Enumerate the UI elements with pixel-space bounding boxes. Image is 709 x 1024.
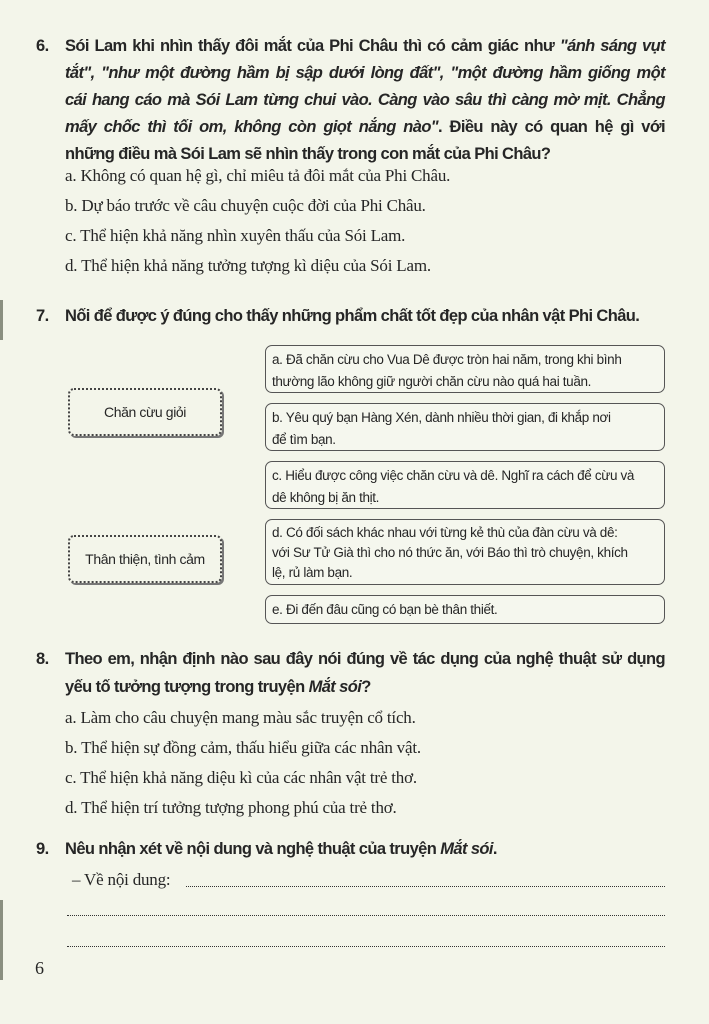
option-c[interactable]: c. Thể hiện khả năng nhìn xuyên thấu của Sói Lam. bbox=[65, 226, 406, 245]
box-line: để tìm bạn. bbox=[272, 432, 336, 447]
question-line bbox=[65, 37, 665, 56]
content-label: – Về nội dung: bbox=[72, 870, 171, 889]
page-edge bbox=[0, 900, 3, 980]
option-d[interactable]: d. Thể hiện trí tưởng tượng phong phú của trẻ thơ. bbox=[65, 798, 397, 817]
question-line bbox=[65, 91, 665, 110]
option-b[interactable]: b. Dự báo trước về câu chuyện cuộc đời của Phi Châu. bbox=[65, 196, 426, 215]
story-title: Mắt sói bbox=[440, 840, 493, 858]
match-right-box-d[interactable] bbox=[265, 519, 665, 585]
match-right-box-b[interactable] bbox=[265, 403, 665, 451]
question-line: Theo em, nhận định nào sau đây nói đúng về tác dụng của nghệ thuật sử dụng bbox=[65, 650, 665, 668]
text: những điều mà Sói Lam sẽ nhìn thấy trong con mắt của Phi Châu? bbox=[65, 145, 551, 163]
question-number: 6. bbox=[36, 37, 49, 55]
question-line bbox=[65, 64, 665, 83]
box-line: b. Yêu quý bạn Hàng Xén, dành nhiều thời gian, đi khắp nơi bbox=[272, 410, 611, 425]
box-line: e. Đi đến đâu cũng có bạn bè thân thiết. bbox=[272, 602, 498, 617]
match-left-label: Chăn cừu giỏi bbox=[104, 404, 186, 420]
question-line bbox=[65, 118, 665, 137]
box-line: c. Hiểu được công việc chăn cừu và dê. Nghĩ ra cách để cừu và bbox=[272, 468, 635, 483]
quoted-text: "ánh sáng vụt bbox=[559, 37, 665, 55]
question-number: 7. bbox=[36, 307, 49, 325]
match-left-box[interactable] bbox=[68, 388, 222, 436]
option-a[interactable]: a. Không có quan hệ gì, chỉ miêu tả đôi mắt của Phi Châu. bbox=[65, 166, 451, 185]
box-line: dê không bị ăn thịt. bbox=[272, 490, 380, 505]
box-line: d. Có đối sách khác nhau với từng kẻ thù của đàn cừu và dê: bbox=[272, 525, 618, 540]
match-right-box-a[interactable] bbox=[265, 345, 665, 393]
question-line bbox=[65, 840, 665, 859]
answer-line[interactable] bbox=[186, 886, 665, 887]
text: ? bbox=[361, 678, 371, 696]
question-number: 8. bbox=[36, 650, 49, 668]
answer-line[interactable] bbox=[67, 915, 665, 916]
question-line bbox=[65, 678, 665, 697]
text: . Điều này có quan hệ gì với bbox=[438, 118, 665, 136]
option-a[interactable]: a. Làm cho câu chuyện mang màu sắc truyện cổ tích. bbox=[65, 708, 416, 727]
quoted-text: cái hang cáo mà Sói Lam từng chui vào. Càng vào sâu thì càng mờ mịt. Chẳng bbox=[65, 91, 665, 109]
quoted-text: mấy chốc thì tối om, không còn giọt nắng nào" bbox=[65, 118, 439, 136]
match-right-box-c[interactable] bbox=[265, 461, 665, 509]
box-line: thường lão không giữ người chăn cừu nào quá hai tuần. bbox=[272, 374, 592, 389]
match-left-label: Thân thiện, tình cảm bbox=[85, 551, 205, 567]
box-line: lệ, rủ làm bạn. bbox=[272, 565, 353, 580]
page-edge bbox=[0, 300, 3, 340]
text: yếu tố tưởng tượng trong truyện bbox=[65, 678, 309, 696]
text: Sói Lam khi nhìn thấy đôi mắt của Phi Châu thì có cảm giác như bbox=[65, 37, 560, 55]
page-number: 6 bbox=[35, 958, 44, 978]
question-title: Nối để được ý đúng cho thấy những phẩm chất tốt đẹp của nhân vật Phi Châu. bbox=[65, 307, 640, 325]
question-line bbox=[65, 145, 665, 164]
text: Nêu nhận xét về nội dung và nghệ thuật của truyện bbox=[65, 840, 441, 858]
option-b[interactable]: b. Thể hiện sự đồng cảm, thấu hiểu giữa các nhân vật. bbox=[65, 738, 421, 757]
question-number: 9. bbox=[36, 840, 49, 858]
text: . bbox=[492, 840, 497, 858]
box-line: với Sư Tử Già thì cho nó thức ăn, với Báo thì trò chuyện, khích bbox=[272, 545, 628, 560]
story-title: Mắt sói bbox=[308, 678, 362, 696]
answer-line[interactable] bbox=[67, 946, 665, 947]
box-line: a. Đã chăn cừu cho Vua Dê được tròn hai năm, trong khi bình bbox=[272, 352, 622, 367]
option-c[interactable]: c. Thể hiện khả năng diệu kì của các nhân vật trẻ thơ. bbox=[65, 768, 417, 787]
match-left-box[interactable] bbox=[68, 535, 222, 583]
quoted-text: tắt", "như một đường hầm bị sập dưới lòng đất", "một đường hầm giống một bbox=[65, 64, 665, 82]
match-right-box-e[interactable] bbox=[265, 595, 665, 624]
option-d[interactable]: d. Thể hiện khả năng tưởng tượng kì diệu của Sói Lam. bbox=[65, 256, 431, 275]
